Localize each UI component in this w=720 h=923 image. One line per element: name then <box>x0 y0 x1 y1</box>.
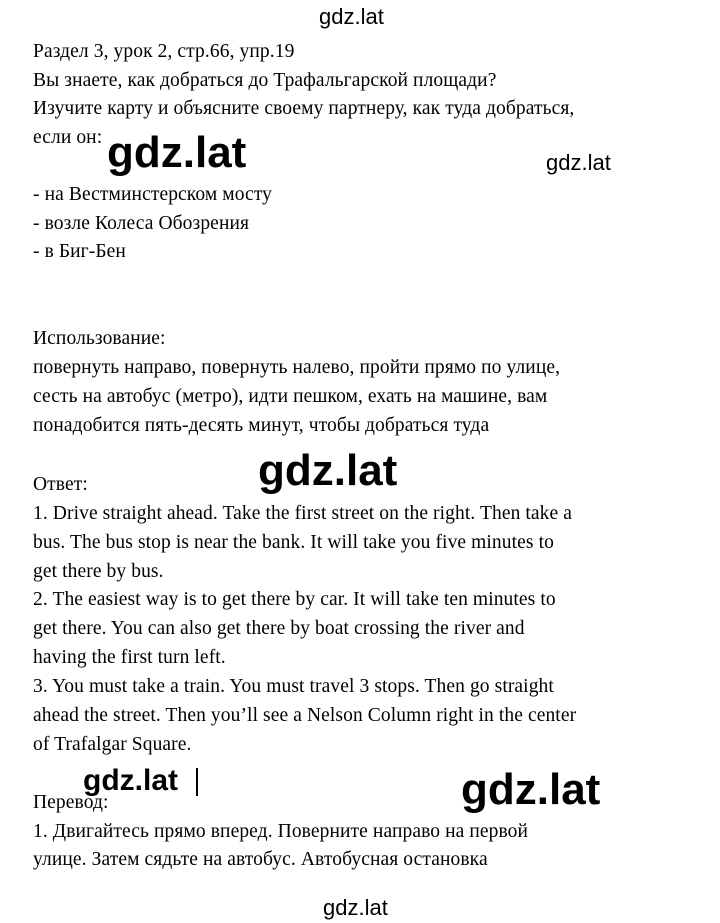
watermark-small-right: gdz.lat <box>546 150 611 175</box>
task-option-2: - возле Колеса Обозрения <box>33 213 250 234</box>
answer-line-4: 2. The easiest way is to get there by car. It will take ten minutes to <box>33 589 556 610</box>
answer-line-2: bus. The bus stop is near the bank. It will take you five minutes to <box>33 532 554 553</box>
task-option-1: - на Вестминстерском мосту <box>33 184 273 205</box>
answer-line-1: 1. Drive straight ahead. Take the first street on the right. Then take a <box>33 503 573 524</box>
answer-line-3: get there by bus. <box>33 561 164 582</box>
translation-line-1: 1. Двигайтесь прямо вперед. Поверните направо на первой <box>33 821 529 842</box>
task-option-3: - в Биг-Бен <box>33 241 126 262</box>
task-header: Раздел 3, урок 2, стр.66, упр.19 <box>33 41 295 62</box>
watermark-bar <box>196 768 198 796</box>
answer-heading: Ответ: <box>33 474 88 495</box>
answer-line-8: ahead the street. Then you’ll see a Nelson Column right in the center <box>33 705 577 726</box>
watermark-large-2: gdz.lat <box>258 446 398 495</box>
usage-heading: Использование: <box>33 328 166 349</box>
usage-line-1: повернуть направо, повернуть налево, пройти прямо по улице, <box>33 357 561 378</box>
task-instruction-line-1: Изучите карту и объясните своему партнеру, как туда добраться, <box>33 98 575 119</box>
task-instruction-line-2: если он: <box>33 127 103 148</box>
watermark-bottom: gdz.lat <box>323 895 388 920</box>
watermark-medium: gdz.lat <box>83 764 178 797</box>
translation-heading: Перевод: <box>33 792 109 813</box>
watermark-top: gdz.lat <box>319 4 384 29</box>
task-question: Вы знаете, как добраться до Трафальгарской площади? <box>33 70 497 91</box>
answer-line-9: of Trafalgar Square. <box>33 734 192 755</box>
translation-line-2: улице. Затем сядьте на автобус. Автобусная остановка <box>33 849 488 870</box>
answer-line-5: get there. You can also get there by boat crossing the river and <box>33 618 525 639</box>
usage-line-3: понадобится пять-десять минут, чтобы добраться туда <box>33 415 490 436</box>
usage-line-2: сесть на автобус (метро), идти пешком, ехать на машине, вам <box>33 386 548 407</box>
answer-line-6: having the first turn left. <box>33 647 226 668</box>
watermark-large-1: gdz.lat <box>107 128 247 177</box>
watermark-large-3: gdz.lat <box>461 765 601 814</box>
answer-line-7: 3. You must take a train. You must travel 3 stops. Then go straight <box>33 676 554 697</box>
